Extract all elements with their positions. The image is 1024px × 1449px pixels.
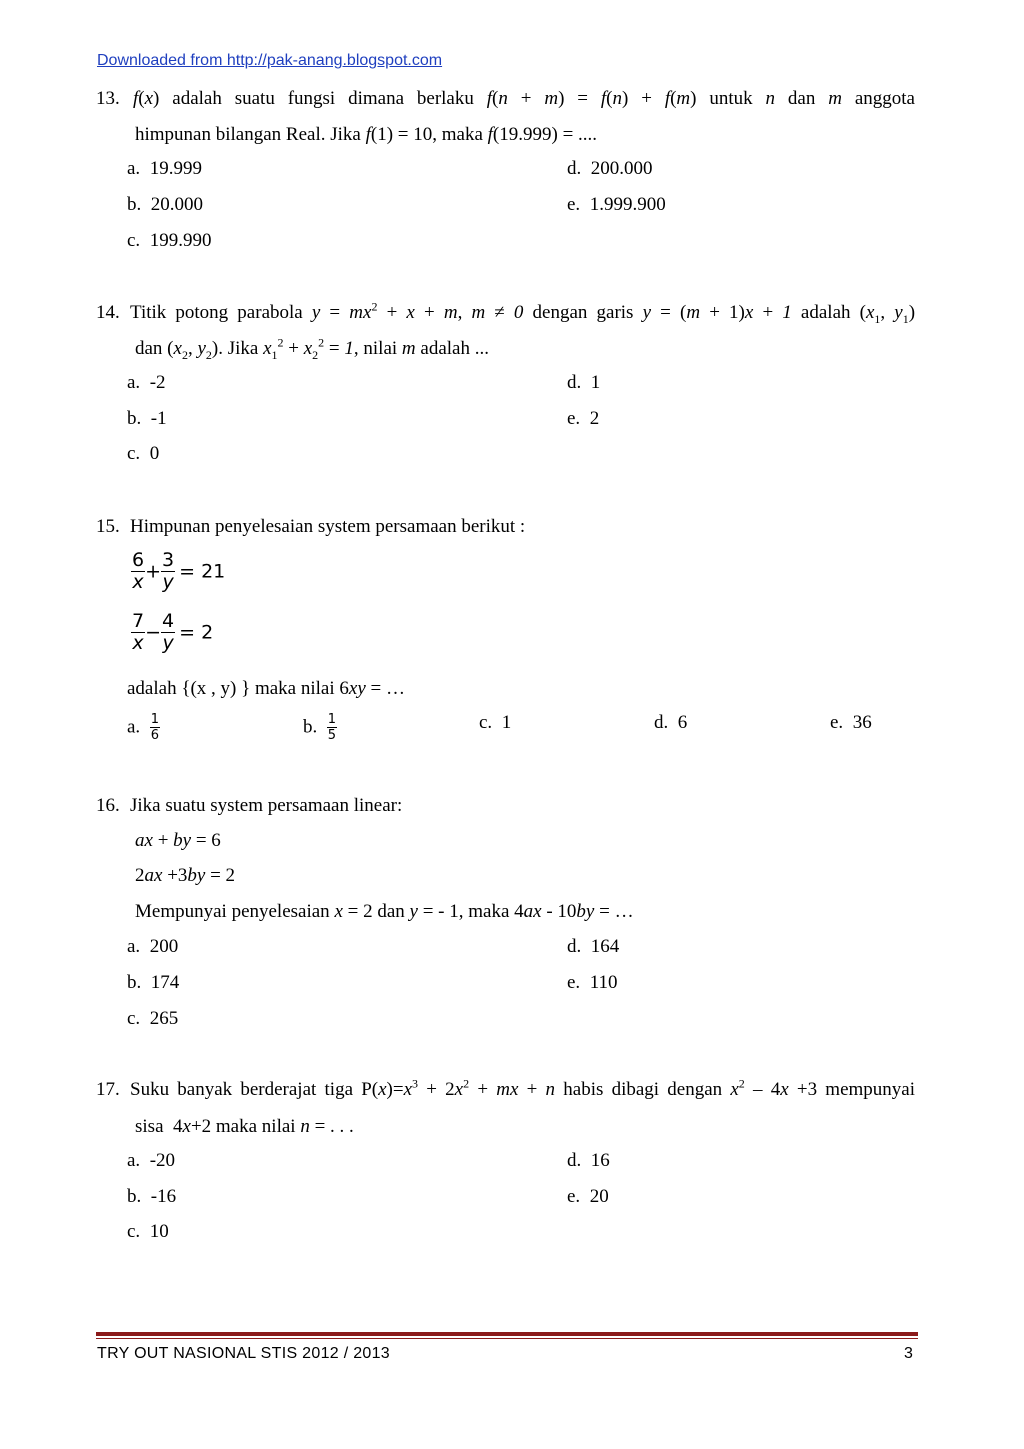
question-13-number: 13.	[96, 88, 120, 109]
question-15-number: 15.	[96, 516, 120, 537]
question-17-line-2: sisa 4x+2 maka nilai n = . . .	[135, 1116, 354, 1137]
q17-option-b: b. -16	[127, 1186, 177, 1207]
equation-1: $\frac{6}{x}$ + $\frac{3}{y}$ = 21	[132, 549, 226, 593]
q16-question: Mempunyai penyelesaian x = 2 dan y = - 1, maka 4ax - 10by = …	[135, 901, 634, 922]
question-14-line-1: Titik potong parabola $y = mx^2 + x + m$, m ≠ 0 dengan garis y = (m + 1)x + 1 adalah ($x_1$, $y_1$)	[130, 299, 916, 326]
q16-option-e: e. 110	[567, 972, 618, 993]
question-16-number: 16.	[96, 795, 120, 816]
page-number: 3	[904, 1345, 914, 1362]
eq2-fraction-2: $\frac{4}{y}$	[162, 610, 175, 654]
question-17-number: 17.	[96, 1079, 120, 1100]
q15-option-e: e. 36	[830, 712, 872, 733]
source-link[interactable]: Downloaded from http://pak-anang.blogspot.com	[97, 52, 443, 69]
q17-option-d: d. 16	[567, 1150, 610, 1171]
q16-option-a: a. 200	[127, 936, 179, 957]
q13-option-c: c. 199.990	[127, 230, 212, 251]
q16-equation-1: ax + by = 6	[135, 830, 221, 851]
question-16-text: Jika suatu system persamaan linear:	[130, 795, 403, 816]
q13-option-b: b. 20.000	[127, 194, 203, 215]
q14-option-a: a. -2	[127, 372, 166, 393]
question-13-line-2: himpunan bilangan Real. Jika f(1) = 10, maka f(19.999) = ....	[135, 124, 598, 145]
q13-option-d: d. 200.000	[567, 158, 653, 179]
eq1-fraction-2: $\frac{3}{y}$	[162, 549, 175, 593]
q14-option-b: b. -1	[127, 408, 167, 429]
footer-title: TRY OUT NASIONAL STIS 2012 / 2013	[97, 1345, 390, 1362]
q16-option-b: b. 174	[127, 972, 180, 993]
q14-option-d: d. 1	[567, 372, 601, 393]
q13-option-e: e. 1.999.900	[567, 194, 666, 215]
q15-option-b: b. $\frac{1}{5}$	[303, 712, 337, 743]
question-14-line-2: dan ($x_2$, $y_2$). Jika $x_1^2 + x_2^2 = 1$, nilai m adalah ...	[135, 335, 489, 362]
q14-option-c: c. 0	[127, 443, 160, 464]
q16-option-c: c. 265	[127, 1008, 179, 1029]
equation-2: $\frac{7}{x}$ − $\frac{4}{y}$ = 2	[132, 610, 214, 654]
question-13-line-1: f(x) adalah suatu fungsi dimana berlaku f(n + m) = f(n) + f(m) untuk n dan m anggota	[133, 88, 915, 109]
question-17-line-1: Suku banyak berderajat tiga $P(x)=x^3 + 2x^2$ + mx + n habis dibagi dengan $x^2 - 4x +3$ mempunyai	[130, 1076, 915, 1100]
q14-option-e: e. 2	[567, 408, 600, 429]
q16-equation-2: 2ax +3by = 2	[135, 865, 236, 886]
q15-option-d: d. 6	[654, 712, 688, 733]
question-14-number: 14.	[96, 302, 120, 323]
q17-option-e: e. 20	[567, 1186, 609, 1207]
q15-option-a: a. $\frac{1}{6}$	[127, 712, 159, 743]
eq1-fraction-1: $\frac{6}{x}$	[132, 549, 145, 593]
q16-option-d: d. 164	[567, 936, 620, 957]
footer-rule-thin	[96, 1338, 918, 1339]
question-15-text: Himpunan penyelesaian system persamaan berikut :	[130, 516, 526, 537]
q15-option-c: c. 1	[479, 712, 512, 733]
q17-option-c: c. 10	[127, 1221, 169, 1242]
question-15-question: adalah {(x , y) } maka nilai 6xy = …	[127, 678, 405, 699]
eq2-fraction-1: $\frac{7}{x}$	[132, 610, 145, 654]
q17-option-a: a. -20	[127, 1150, 176, 1171]
footer-rule-thick	[96, 1332, 918, 1336]
q13-option-a: a. 19.999	[127, 158, 202, 179]
